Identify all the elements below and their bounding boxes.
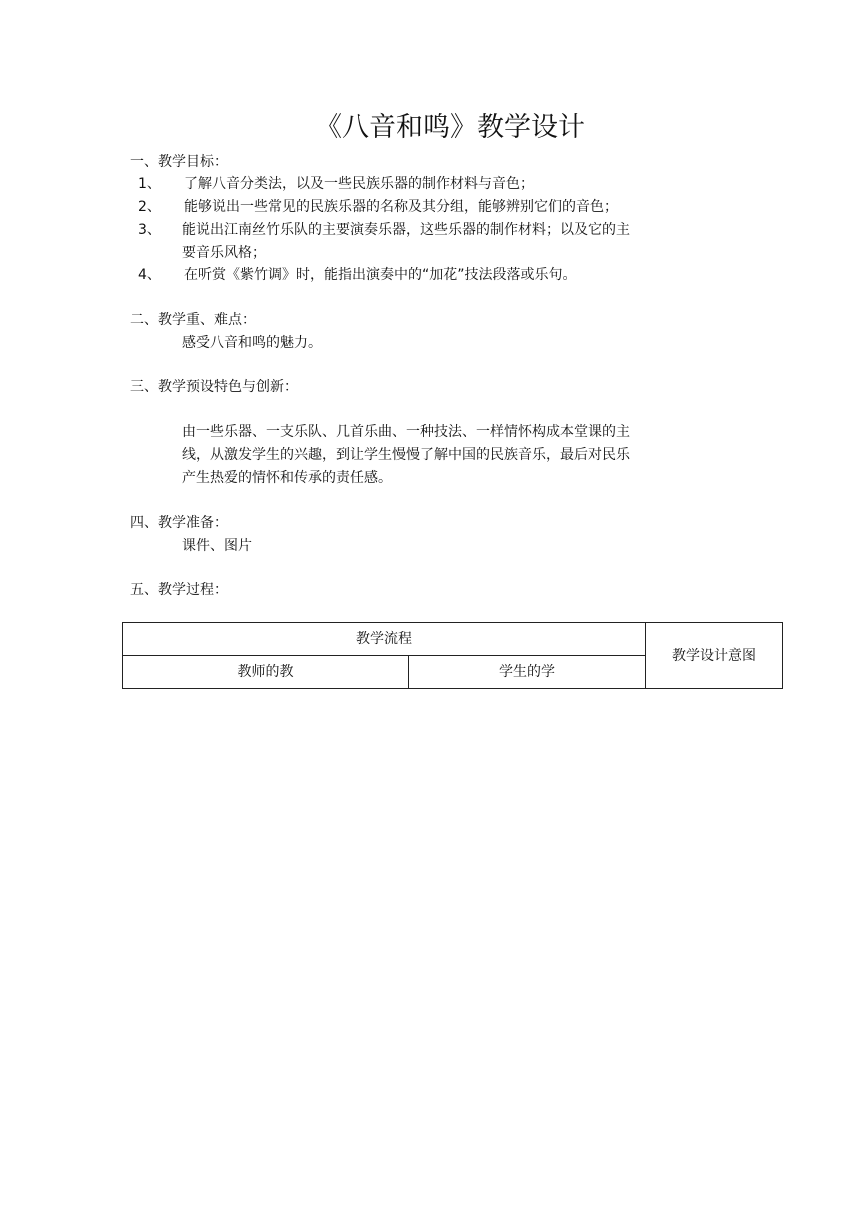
section-heading-features: 三、教学预设特色与创新： xyxy=(130,379,298,395)
table-header-row xyxy=(123,623,783,656)
student-header-cell: 学生的学 xyxy=(409,656,646,689)
goal-number: 2、 xyxy=(138,199,161,215)
section-heading-key-points: 二、教学重、难点： xyxy=(130,312,256,328)
goal-number: 4、 xyxy=(138,267,161,283)
key-points-text: 感受八音和鸣的魅力。 xyxy=(182,335,322,351)
process-table xyxy=(122,622,783,689)
goal-text: 了解八音分类法，以及一些民族乐器的制作材料与音色； xyxy=(184,176,534,192)
goal-item-3 xyxy=(138,218,630,242)
goal-text: 能够说出一些常见的民族乐器的名称及其分组，能够辨别它们的音色； xyxy=(184,199,618,215)
goal-item-3-continued: 要音乐风格； xyxy=(182,245,266,261)
section-heading-process: 五、教学过程： xyxy=(130,582,228,598)
section-heading-preparation: 四、教学准备： xyxy=(130,515,228,531)
preparation-text: 课件、图片 xyxy=(182,538,252,554)
goal-text: 能说出江南丝竹乐队的主要演奏乐器，这些乐器的制作材料；以及它的主 xyxy=(182,222,630,238)
goal-number: 3、 xyxy=(138,222,161,238)
goal-text: 在听赏《紫竹调》时，能指出演奏中的“加花”技法段落或乐句。 xyxy=(184,267,577,283)
goal-item-2 xyxy=(138,195,618,219)
goal-item-1 xyxy=(138,172,534,196)
features-line-1: 由一些乐器、一支乐队、几首乐曲、一种技法、一样情怀构成本堂课的主 xyxy=(182,424,630,440)
features-line-2: 线，从激发学生的兴趣，到让学生慢慢了解中国的民族音乐，最后对民乐 xyxy=(182,447,630,463)
document-title: 《八音和鸣》教学设计 xyxy=(315,112,585,143)
intent-header-cell: 教学设计意图 xyxy=(646,623,783,689)
section-heading-goals: 一、教学目标： xyxy=(130,154,228,170)
flow-header-cell: 教学流程 xyxy=(123,623,646,656)
features-line-3: 产生热爱的情怀和传承的责任感。 xyxy=(182,470,392,486)
teacher-header-cell: 教师的教 xyxy=(123,656,409,689)
goal-number: 1、 xyxy=(138,176,161,192)
goal-item-4 xyxy=(138,263,577,287)
